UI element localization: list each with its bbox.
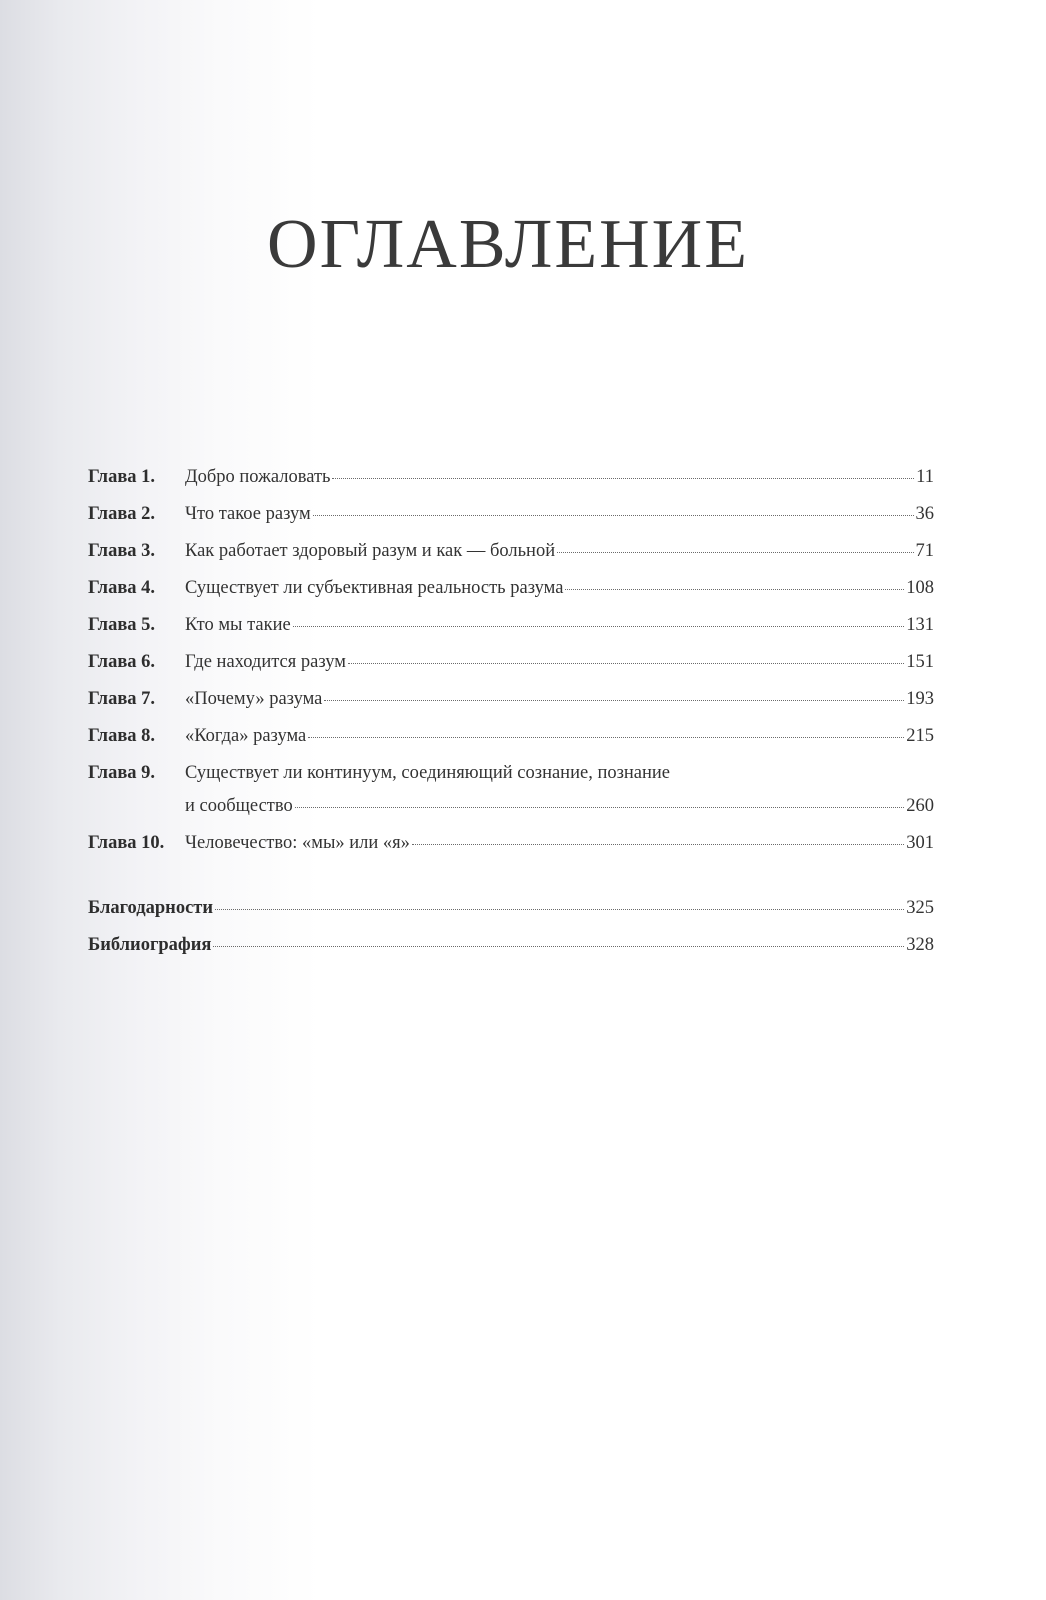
toc-entry-bibliography bbox=[88, 934, 934, 971]
page-number: 11 bbox=[916, 467, 934, 487]
chapter-title: Где находится разум bbox=[185, 652, 346, 672]
chapter-label: Глава 8. bbox=[88, 726, 156, 746]
chapter-label: Глава 5. bbox=[88, 615, 156, 635]
chapter-title-line-2: и сообщество bbox=[185, 796, 293, 816]
page-number: 215 bbox=[906, 726, 934, 746]
chapter-title-line-1: Существует ли континуум, соединяющий сознание, познание bbox=[185, 763, 671, 783]
page-number: 193 bbox=[906, 689, 934, 709]
chapter-title: Кто мы такие bbox=[185, 615, 291, 635]
back-matter-title: Благодарности bbox=[88, 898, 214, 918]
chapter-title: «Почему» разума bbox=[185, 689, 323, 709]
toc-entry-acknowledgements bbox=[88, 897, 934, 934]
chapter-title: Добро пожаловать bbox=[185, 467, 331, 487]
chapter-label: Глава 6. bbox=[88, 652, 156, 672]
chapter-label: Глава 1. bbox=[88, 467, 156, 487]
chapter-title: Что такое разум bbox=[185, 504, 311, 524]
toc-entry-chapter-6 bbox=[88, 651, 934, 688]
page-title: ОГЛАВЛЕНИЕ bbox=[267, 206, 749, 283]
toc-entry-chapter-10 bbox=[88, 832, 934, 869]
toc-entry-chapter-3 bbox=[88, 540, 934, 577]
page-number: 325 bbox=[906, 898, 934, 918]
page-number: 260 bbox=[906, 796, 934, 816]
dot-leader bbox=[313, 515, 914, 516]
dot-leader bbox=[348, 663, 904, 664]
chapter-label: Глава 9. bbox=[88, 763, 156, 783]
chapter-label: Глава 2. bbox=[88, 504, 156, 524]
toc-entry-chapter-5 bbox=[88, 614, 934, 651]
dot-leader bbox=[412, 844, 904, 845]
dot-leader bbox=[215, 909, 904, 910]
dot-leader bbox=[324, 700, 904, 701]
toc-entry-chapter-8 bbox=[88, 725, 934, 762]
back-matter-title: Библиография bbox=[88, 935, 212, 955]
dot-leader bbox=[213, 946, 904, 947]
toc-entry-chapter-4 bbox=[88, 577, 934, 614]
toc-entry-chapter-2 bbox=[88, 503, 934, 540]
chapter-label: Глава 4. bbox=[88, 578, 156, 598]
toc-entry-chapter-9 bbox=[88, 762, 934, 832]
dot-leader bbox=[557, 552, 913, 553]
chapter-label: Глава 7. bbox=[88, 689, 156, 709]
toc-entry-chapter-7 bbox=[88, 688, 934, 725]
page-number: 301 bbox=[906, 833, 934, 853]
chapter-title: Человечество: «мы» или «я» bbox=[185, 833, 410, 853]
dot-leader bbox=[332, 478, 914, 479]
table-of-contents bbox=[88, 466, 934, 971]
dot-leader bbox=[565, 589, 904, 590]
page-number: 36 bbox=[915, 504, 934, 524]
dot-leader bbox=[308, 737, 904, 738]
toc-entry-chapter-1 bbox=[88, 466, 934, 503]
chapter-title: Существует ли субъективная реальность разума bbox=[185, 578, 564, 598]
chapter-title: Как работает здоровый разум и как — больной bbox=[185, 541, 556, 561]
page-number: 108 bbox=[906, 578, 934, 598]
chapter-label: Глава 10. bbox=[88, 833, 165, 853]
page-number: 328 bbox=[906, 935, 934, 955]
page-number: 131 bbox=[906, 615, 934, 635]
page-number: 71 bbox=[915, 541, 934, 561]
chapter-label: Глава 3. bbox=[88, 541, 156, 561]
page-number: 151 bbox=[906, 652, 934, 672]
chapter-title: «Когда» разума bbox=[185, 726, 307, 746]
dot-leader bbox=[293, 626, 905, 627]
dot-leader bbox=[295, 807, 905, 808]
